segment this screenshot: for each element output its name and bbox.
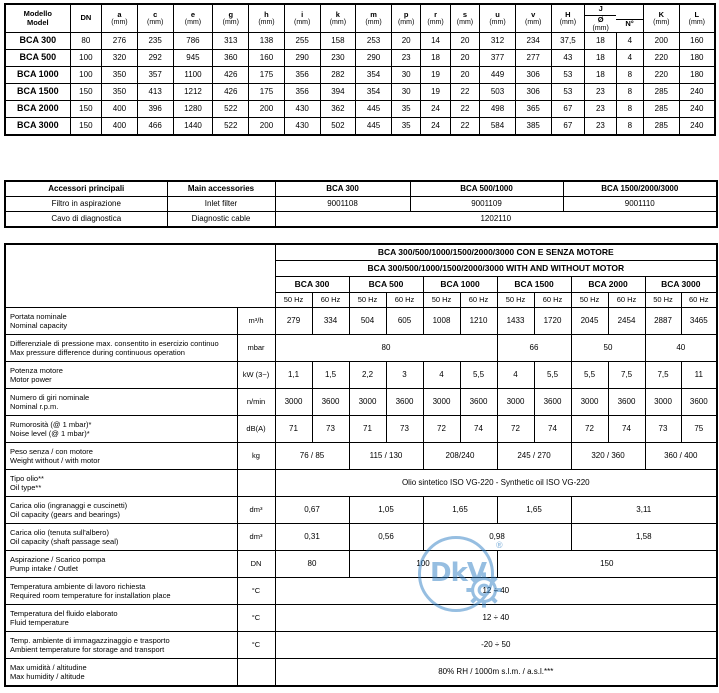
header-g: g (mm)	[213, 4, 249, 33]
header-i: i (mm)	[284, 4, 320, 33]
row-label-pump-intake-outlet: Aspirazione / Scarico pompa Pump intake / Outlet	[5, 551, 237, 578]
header-k: k (mm)	[320, 4, 356, 33]
table-row: BCA 500 100 320 292 945 360 160 290 230 290 23 18 20 377 277 43 18 4 220 180	[5, 50, 715, 67]
table-row: Numero di giri nominale Nominal r.p.m. n/min 3000 3600 3000 3600 3000 3600 3000 3600 3000 3600 3000 3600	[5, 389, 717, 416]
header-s: s (mm)	[450, 4, 479, 33]
row-label-fluid-temperature: Temperatura del fluido elaborato Fluid temperature	[5, 605, 237, 632]
table-row: Portata nominale Nominal capacity m³/h 279 334 504 605 1008 1210 1433 1720 2045 2454 2887 3465	[5, 308, 717, 335]
row-label-max-pressure-difference: Differenziale di pressione max. consentito in esercizio continuo Max pressure difference during continuous operation	[5, 335, 237, 362]
header-L: L (mm)	[679, 4, 715, 33]
model-header-bca1000: BCA 1000	[423, 277, 497, 293]
table-row: Peso senza / con motore Weight without / with motor kg 76 / 85 115 / 130 208/240 245 / 270 320 / 360 360 / 400	[5, 443, 717, 470]
table-row: BCA 1000 100 350 357 1100 426 175 356 282 354 30 19 20 449 306 53 18 8 220 180	[5, 67, 715, 84]
header-c: c (mm)	[137, 4, 173, 33]
header-H: H (mm)	[551, 4, 585, 33]
row-label-room-temperature: Temperatura ambiente di lavoro richiesta Required room temperature for installation place	[5, 578, 237, 605]
table-row: Tipo olio** Oil type** Olio sintetico ISO VG-220 - Synthetic oil ISO VG-220	[5, 470, 717, 497]
header-a: a (mm)	[102, 4, 138, 33]
header-p: p (mm)	[391, 4, 420, 33]
header-bca1500-3000: BCA 1500/2000/3000	[563, 181, 717, 197]
accessories-header-row	[5, 181, 717, 197]
dimensions-header-row	[5, 4, 715, 33]
header-h: h (mm)	[249, 4, 285, 33]
specs-frequency-header-row: 50 Hz 60 Hz 50 Hz 60 Hz 50 Hz 60 Hz 50 Hz 60 Hz 50 Hz 60 Hz 50 Hz 60 Hz	[5, 293, 717, 308]
header-u: u (mm)	[480, 4, 516, 33]
header-model: Modello Model	[5, 4, 70, 33]
header-K: K (mm)	[643, 4, 679, 33]
table-row: Differenziale di pressione max. consentito in esercizio continuo Max pressure difference during continuous operation mbar 80 66 50 40	[5, 335, 717, 362]
row-label-storage-temperature: Temp. ambiente di immagazzinaggio e trasporto Ambient temperature for storage and transport	[5, 632, 237, 659]
table-row: Temperatura del fluido elaborato Fluid temperature °C 12 ÷ 40	[5, 605, 717, 632]
table-row: Cavo di diagnostica Diagnostic cable 1202110	[5, 212, 717, 228]
header-r: r (mm)	[421, 4, 450, 33]
model-header-bca300: BCA 300	[275, 277, 349, 293]
specs-title-row-en	[5, 261, 717, 277]
header-v: v (mm)	[515, 4, 551, 33]
table-row: Aspirazione / Scarico pompa Pump intake / Outlet DN 80 100 150	[5, 551, 717, 578]
header-dn: DN	[70, 4, 102, 33]
specifications-table	[4, 243, 718, 687]
table-row: Temp. ambiente di immagazzinaggio e trasporto Ambient temperature for storage and transport °C -20 ÷ 50	[5, 632, 717, 659]
specs-title-it: BCA 300/500/1000/1500/2000/3000 CON E SENZA MOTORE	[275, 244, 717, 261]
model-header-bca2000: BCA 2000	[571, 277, 645, 293]
table-row: BCA 2000 150 400 396 1280 522 200 430 362 445 35 24 22 498 365 67 23 8 285 240	[5, 101, 715, 118]
header-m: m (mm)	[356, 4, 392, 33]
table-row: Carica olio (ingranaggi e cuscinetti) Oil capacity (gears and bearings) dm³ 0,67 1,05 1,65 1,65 3,11	[5, 497, 717, 524]
table-row: Filtro in aspirazione Inlet filter 9001108 9001109 9001110	[5, 197, 717, 212]
table-row: Temperatura ambiente di lavoro richiesta Required room temperature for installation place °C 12 ÷ 40	[5, 578, 717, 605]
row-label-noise-level: Rumorosità (@ 1 mbar)* Noise level (@ 1 mbar)*	[5, 416, 237, 443]
header-bca300: BCA 300	[275, 181, 410, 197]
row-label-nominal-rpm: Numero di giri nominale Nominal r.p.m.	[5, 389, 237, 416]
header-j-count: . N°	[616, 4, 643, 33]
model-header-bca500: BCA 500	[349, 277, 423, 293]
table-row: Rumorosità (@ 1 mbar)* Noise level (@ 1 mbar)* dB(A) 71 73 71 73 72 74 72 74 72 74 73 75	[5, 416, 717, 443]
model-header-bca3000: BCA 3000	[645, 277, 717, 293]
watermark-text: DkV	[430, 558, 486, 588]
table-row: Carica olio (tenuta sull'albero) Oil capacity (shaft passage seal) dm³ 0,31 0,56 0,98 1,58	[5, 524, 717, 551]
table-row: BCA 1500 150 350 413 1212 426 175 356 394 354 30 19 22 503 306 53 23 8 285 240	[5, 84, 715, 101]
accessories-table	[4, 180, 718, 228]
row-label-oil-capacity-shaft: Carica olio (tenuta sull'albero) Oil capacity (shaft passage seal)	[5, 524, 237, 551]
row-label-weight: Peso senza / con motore Weight without / with motor	[5, 443, 237, 470]
model-header-bca1500: BCA 1500	[497, 277, 571, 293]
table-row: Potenza motore Motor power kW (3~) 1,1 1,5 2,2 3 4 5,5 4 5,5 5,5 7,5 7,5 11	[5, 362, 717, 389]
table-row: BCA 3000 150 400 466 1440 522 200 430 502 445 35 24 22 584 385 67 23 8 285 240	[5, 118, 715, 136]
specs-model-header-row	[5, 277, 717, 293]
dimensions-table	[4, 3, 716, 136]
row-label-nominal-capacity: Portata nominale Nominal capacity	[5, 308, 237, 335]
header-e: e (mm)	[173, 4, 213, 33]
specs-title-row-it	[5, 244, 717, 261]
header-main-accessories: Main accessories	[167, 181, 275, 197]
header-j-group: J Ø (mm)	[585, 4, 617, 33]
row-label-motor-power: Potenza motore Motor power	[5, 362, 237, 389]
watermark-registered-mark: ®	[496, 540, 503, 550]
table-row: BCA 300 80 276 235 786 313 138 255 158 253 20 14 20 312 234 37,5 18 4 200 160	[5, 33, 715, 50]
row-label-oil-capacity-gears: Carica olio (ingranaggi e cuscinetti) Oil capacity (gears and bearings)	[5, 497, 237, 524]
row-label-oil-type: Tipo olio** Oil type**	[5, 470, 237, 497]
row-label-humidity-altitude: Max umidità / altitudine Max humidity / altitude	[5, 659, 237, 687]
header-accessori: Accessori principali	[5, 181, 167, 197]
table-row: Max umidità / altitudine Max humidity / altitude 80% RH / 1000m s.l.m. / a.s.l.***	[5, 659, 717, 687]
specs-title-en: BCA 300/500/1000/1500/2000/3000 WITH AND WITHOUT MOTOR	[275, 261, 717, 277]
header-bca500-1000: BCA 500/1000	[410, 181, 563, 197]
